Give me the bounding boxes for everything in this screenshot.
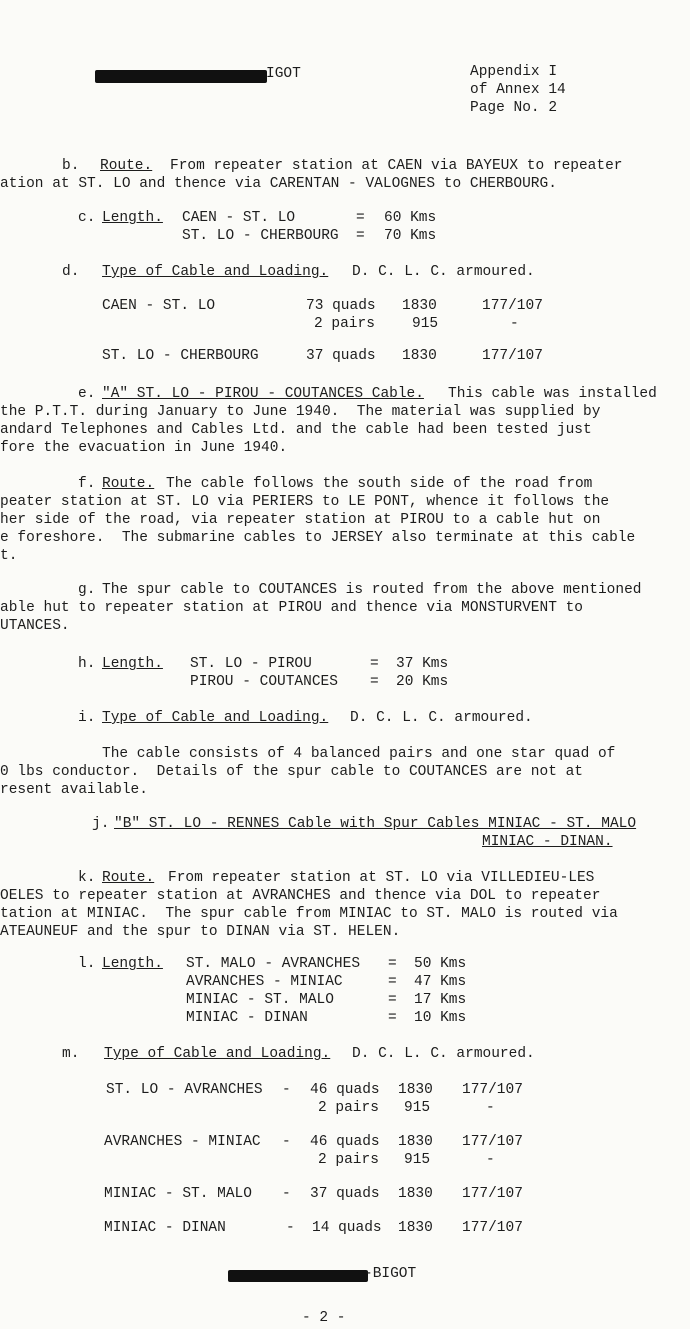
length-route: CAEN - ST. LO [182,210,296,226]
para-e-line: fore the evacuation in June 1940. [0,440,288,456]
para-k-line: ATEAUNEUF and the spur to DINAN via ST. HELEN. [0,924,401,940]
redaction-bar [95,70,267,83]
para-g-line: The spur cable to COUTANCES is routed from the above mentioned [102,582,642,598]
length-route: ST. LO - CHERBOURG [182,228,339,244]
length-route: ST. LO - PIROU [190,656,312,672]
cable-load: 915 [412,316,439,332]
para-j-heading2: MINIAC - DINAN. [482,834,613,850]
cable-ratio: 177/107 [462,1186,523,1202]
cable-route: ST. LO - AVRANCHES [106,1082,263,1098]
cable-load: 915 [404,1152,431,1168]
para-b-line: From repeater station at CAEN via BAYEUX to repeater [170,158,623,174]
appendix-line: Appendix I [470,64,558,80]
cable-ratio: 177/107 [462,1134,523,1150]
para-h-letter: h. [78,656,96,672]
cable-dash: - [286,1220,295,1236]
length-route: MINIAC - ST. MALO [186,992,334,1008]
cable-ratio: - [486,1152,495,1168]
cable-load: 1830 [398,1220,433,1236]
para-f-line: t. [0,548,18,564]
length-eq: = [388,992,397,1008]
cable-route: MINIAC - DINAN [104,1220,226,1236]
para-c-heading: Length. [102,210,163,226]
para-c-letter: c. [78,210,96,226]
para-f-letter: f. [78,476,96,492]
cable-qty: 2 pairs [318,1152,379,1168]
para-k-line: From repeater station at ST. LO via VILLEDIEU-LES [168,870,595,886]
length-eq: = [388,974,397,990]
para-b-line: ation at ST. LO and thence via CARENTAN - VALOGNES to CHERBOURG. [0,176,557,192]
classification-marking-footer: -BIGOT [364,1266,417,1282]
length-value: 70 Kms [384,228,437,244]
cable-dash: - [282,1134,291,1150]
cable-dash: - [282,1082,291,1098]
length-route: PIROU - COUTANCES [190,674,338,690]
length-eq: = [370,656,379,672]
cable-route: MINIAC - ST. MALO [104,1186,252,1202]
para-g-line: able hut to repeater station at PIROU and thence via MONSTURVENT to [0,600,583,616]
cable-ratio: - [510,316,519,332]
para-b-letter: b. [62,158,80,174]
para-e-line: This cable was installed [448,386,657,402]
length-value: 17 Kms [414,992,467,1008]
para-i-line: The cable consists of 4 balanced pairs and one star quad of [102,746,616,762]
para-i-letter: i. [78,710,96,726]
para-d-text: D. C. L. C. armoured. [352,264,535,280]
para-i-heading: Type of Cable and Loading. [102,710,329,726]
cable-qty: 14 quads [312,1220,382,1236]
para-i-text: D. C. L. C. armoured. [350,710,533,726]
cable-qty: 2 pairs [314,316,375,332]
para-e-letter: e. [78,386,96,402]
cable-dash: - [282,1186,291,1202]
cable-route: CAEN - ST. LO [102,298,216,314]
para-f-line: The cable follows the south side of the road from [166,476,593,492]
length-value: 10 Kms [414,1010,467,1026]
para-i-line: resent available. [0,782,148,798]
cable-qty: 2 pairs [318,1100,379,1116]
cable-qty: 37 quads [310,1186,380,1202]
para-j-heading: "B" ST. LO - RENNES Cable with Spur Cables MINIAC - ST. MALO [114,816,637,832]
para-l-heading: Length. [102,956,163,972]
para-k-line: OELES to repeater station at AVRANCHES and thence via DOL to repeater [0,888,601,904]
cable-qty: 46 quads [310,1082,380,1098]
para-d-heading: Type of Cable and Loading. [102,264,329,280]
cable-qty: 46 quads [310,1134,380,1150]
para-b-heading: Route. [100,158,153,174]
length-value: 37 Kms [396,656,449,672]
page-number: - 2 - [302,1310,346,1326]
para-e-line: andard Telephones and Cables Ltd. and the cable had been tested just [0,422,592,438]
length-value: 47 Kms [414,974,467,990]
para-e-line: the P.T.T. during January to June 1940. The material was supplied by [0,404,601,420]
length-eq: = [356,228,365,244]
cable-ratio: 177/107 [482,298,543,314]
para-f-heading: Route. [102,476,155,492]
page-line: Page No. 2 [470,100,558,116]
cable-qty: 37 quads [306,348,376,364]
length-route: ST. MALO - AVRANCHES [186,956,361,972]
para-h-heading: Length. [102,656,163,672]
para-g-line: UTANCES. [0,618,70,634]
cable-load: 915 [404,1100,431,1116]
cable-load: 1830 [402,298,437,314]
cable-load: 1830 [398,1186,433,1202]
para-f-line: her side of the road, via repeater station at PIROU to a cable hut on [0,512,601,528]
para-f-line: e foreshore. The submarine cables to JERSEY also terminate at this cable [0,530,636,546]
para-l-letter: l. [78,956,96,972]
para-m-heading: Type of Cable and Loading. [104,1046,331,1062]
cable-load: 1830 [402,348,437,364]
cable-ratio: 177/107 [462,1082,523,1098]
para-k-line: tation at MINIAC. The spur cable from MINIAC to ST. MALO is routed via [0,906,618,922]
cable-qty: 73 quads [306,298,376,314]
cable-load: 1830 [398,1134,433,1150]
para-m-text: D. C. L. C. armoured. [352,1046,535,1062]
length-eq: = [370,674,379,690]
para-k-heading: Route. [102,870,155,886]
para-d-letter: d. [62,264,80,280]
cable-ratio: 177/107 [462,1220,523,1236]
cable-ratio: - [486,1100,495,1116]
redaction-bar [228,1270,368,1282]
annex-line: of Annex 14 [470,82,566,98]
para-f-line: peater station at ST. LO via PERIERS to LE PONT, whence it follows the [0,494,610,510]
para-i-line: 0 lbs conductor. Details of the spur cable to COUTANCES are not at [0,764,583,780]
length-route: AVRANCHES - MINIAC [186,974,343,990]
cable-route: AVRANCHES - MINIAC [104,1134,261,1150]
para-j-letter: j. [92,816,110,832]
length-eq: = [356,210,365,226]
length-value: 50 Kms [414,956,467,972]
cable-ratio: 177/107 [482,348,543,364]
length-value: 60 Kms [384,210,437,226]
para-g-letter: g. [78,582,96,598]
length-eq: = [388,1010,397,1026]
length-route: MINIAC - DINAN [186,1010,308,1026]
classification-marking: IGOT [266,66,301,82]
length-value: 20 Kms [396,674,449,690]
cable-load: 1830 [398,1082,433,1098]
cable-route: ST. LO - CHERBOURG [102,348,259,364]
para-k-letter: k. [78,870,96,886]
length-eq: = [388,956,397,972]
para-e-heading: "A" ST. LO - PIROU - COUTANCES Cable. [102,386,424,402]
para-m-letter: m. [62,1046,80,1062]
